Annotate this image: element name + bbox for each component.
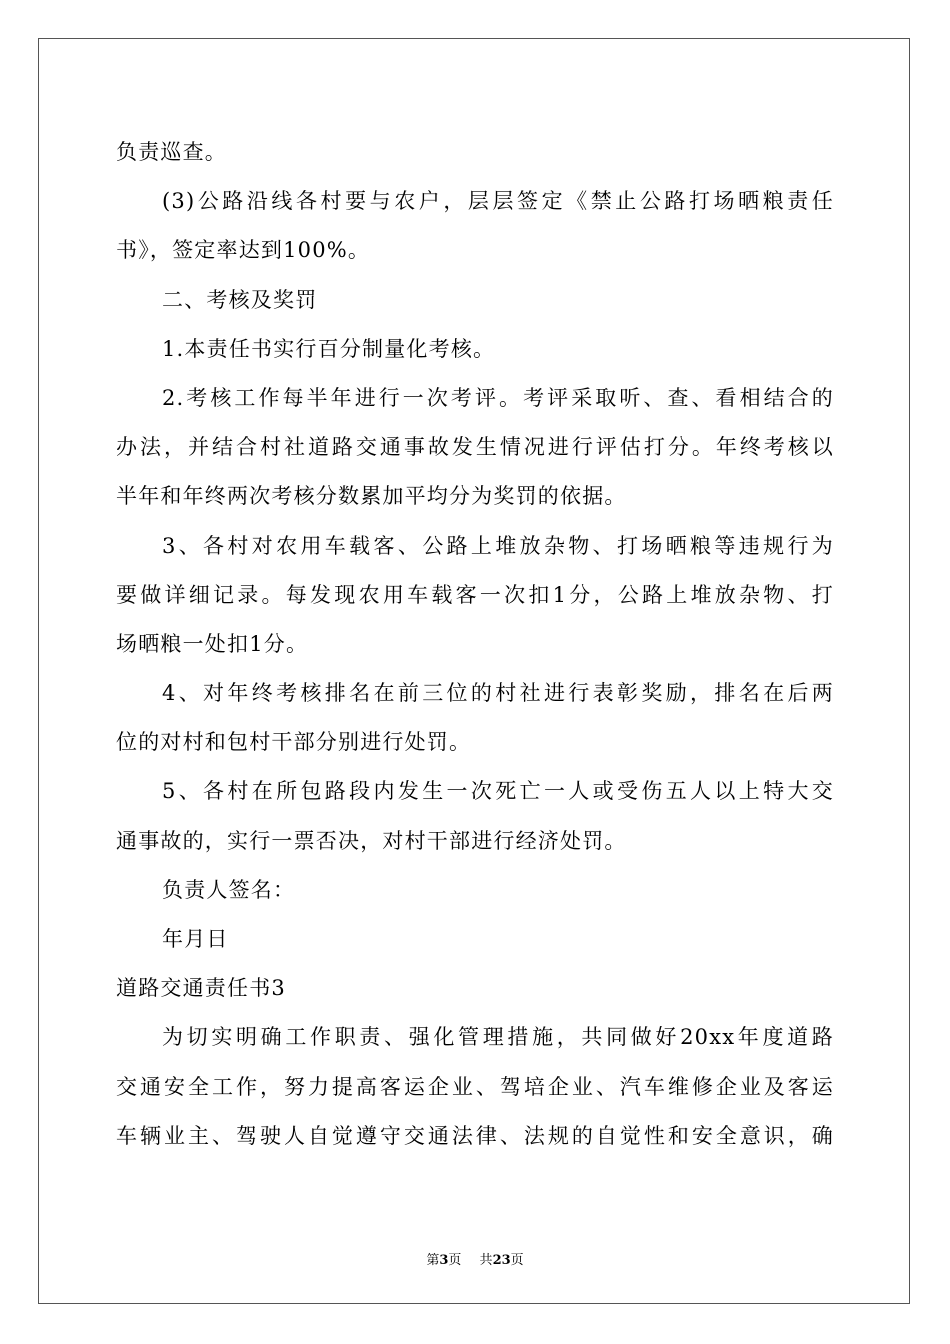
signature-label: 负责人签名： <box>162 877 296 902</box>
page-footer <box>0 1249 950 1268</box>
text-line: 负责巡查。 <box>116 140 227 164</box>
section-heading: 二、考核及奖罚 <box>162 287 318 312</box>
document-title: 道路交通责任书3 <box>116 976 286 1001</box>
text-line: 办法，并结合村社道路交通事故发生情况进行评估打分。年终考核以 <box>116 435 834 460</box>
page-suffix: 页 <box>448 1253 462 1268</box>
text-line: 3、各村对农用车载客、公路上堆放杂物、打场晒粮等违规行为 <box>162 533 834 558</box>
text-line: 书》，签定率达到100%。 <box>116 238 371 263</box>
text-line: 半年和年终两次考核分数累加平均分为奖罚的依据。 <box>116 484 627 509</box>
text-line: 通事故的，实行一票否决，对村干部进行经济处罚。 <box>116 828 627 853</box>
date-label: 年月日 <box>162 927 229 951</box>
text-line: 4、对年终考核排名在前三位的村社进行表彰奖励，排名在后两 <box>162 681 834 706</box>
text-line: 2.考核工作每半年进行一次考评。考评采取听、查、看相结合的 <box>162 385 834 410</box>
text-line: 交通安全工作，努力提高客运企业、驾培企业、汽车维修企业及客运 <box>116 1074 834 1099</box>
text-line: 5、各村在所包路段内发生一次死亡一人或受伤五人以上特大交 <box>162 779 834 804</box>
page-prefix: 第 <box>426 1253 440 1268</box>
text-line: 车辆业主、驾驶人自觉遵守交通法律、法规的自觉性和安全意识，确 <box>116 1123 834 1148</box>
total-suffix: 页 <box>510 1253 524 1268</box>
total-prefix: 共 <box>479 1253 493 1268</box>
text-line: 为切实明确工作职责、强化管理措施，共同做好20xx年度道路 <box>162 1025 834 1050</box>
text-line: (3)公路沿线各村要与农户，层层签定《禁止公路打场晒粮责任 <box>162 189 834 214</box>
page-number: 3 <box>439 1253 449 1268</box>
document-body <box>116 128 834 1161</box>
text-line: 1.本责任书实行百分制量化考核。 <box>162 336 496 361</box>
text-line: 场晒粮一处扣1分。 <box>116 631 309 656</box>
text-line: 位的对村和包村干部分别进行处罚。 <box>116 730 472 755</box>
text-line: 要做详细记录。每发现农用车载客一次扣1分，公路上堆放杂物、打 <box>116 582 834 607</box>
total-pages: 23 <box>492 1253 511 1268</box>
